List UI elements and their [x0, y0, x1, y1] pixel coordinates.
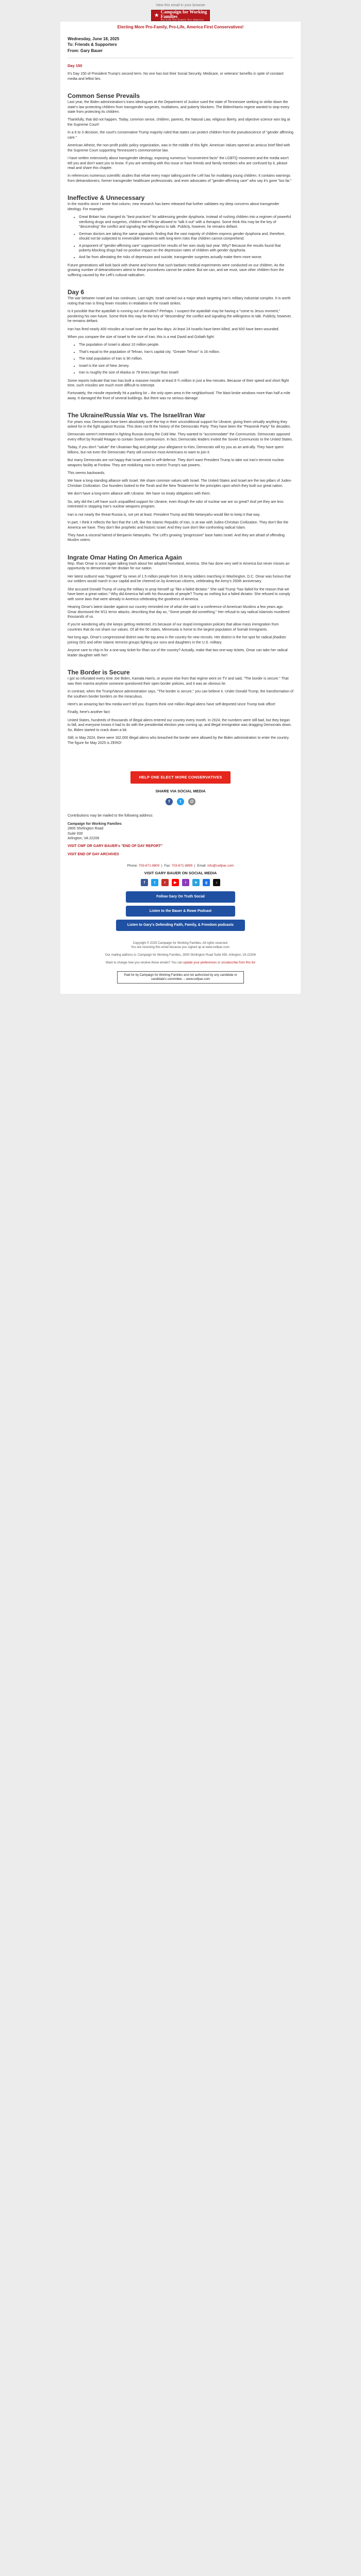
paragraph: For years now, Democrats have been absolutely over-the-top in their unconditional support for Ukraine, giving them virtually anything they asked for in the fight against Russia. This does not fit the history of the Democratic Party. They have been the "Peacenik Party" for decades.: [68, 420, 291, 429]
paragraph: Some reports indicate that Iran has built a massive missile at least 8 ¾ million in just a few minutes. Because of their speed and short flight time, such missiles are much more difficult to intercept.: [68, 379, 289, 388]
logo[interactable]: [151, 10, 210, 21]
paragraph: We have a long-standing alliance with Israel. We share common values with Israel. The United States and Israel are the two pillars of Judeo-Christian Civilization. Our founders looked to the Torah and the New Testament for the principles upon which they built our great nation.: [68, 479, 292, 488]
footer: [60, 761, 301, 931]
paragraph: In part, I think it reflects the fact that the Left, like the Islamic Republic of Iran, is at war with Judeo-Christian Civilization. They don't like the America we have. They don't like prophetic and historic Israel. And they sure don't like confronting radical Islam.: [68, 521, 289, 530]
copyright: Copyright © 2025 Campaign for Working Families, All rights reserved.: [133, 941, 228, 945]
facebook-icon[interactable]: f: [141, 879, 148, 886]
brand-bar: [60, 9, 301, 22]
bullet-list: [79, 215, 293, 260]
paid-for-notice: Paid for by Campaign for Working Families and not authorized by any candidate or candidate's committee. – www.cwfpac.com: [117, 971, 244, 984]
paragraph: This seems backwards.: [68, 471, 106, 476]
paragraph: Is it possible that the ayatollah is running out of missiles? Perhaps. I suspect the ayatollah may be having a "come to Jesus moment," pondering his own future. Some think this may be the key of "descending" the conflict and signaling the willingness to talk. Publicly, however, he remains defiant.: [68, 310, 292, 324]
paragraph: Democrats weren't interested in fighting Russia during the Cold War. They wanted to "accommodate" the Communists. Democrats opposed every effort by Ronald Reagan to contain Soviet communism. In fact, Democratic leaders invited the Soviet Communists to the United States.: [68, 433, 293, 442]
archives-link[interactable]: VISIT END OF DAY ARCHIVES: [68, 852, 119, 856]
section-heading: Common Sense Prevails: [68, 92, 140, 99]
paragraph: Future generations will look back with shame and horror that such barbaric medical experiments were conducted on our children. As the growing number of detransitioners attest to these procedures cannot be undone. But we can, and we must, save other children from the suffering caused by the Left's cultural radicalism.: [68, 263, 285, 277]
paragraph: If you're wondering why she keeps getting reelected, it's because of our stupid immigration policies that allow mass immigration from countries that do not share our values. Of all the 50 states, Minnesota is home to the largest population of Somali immigrants.: [68, 623, 279, 632]
tagline: Electing More Pro-Family, Pro-Life, America First Conservatives!: [117, 25, 244, 29]
faith-podcast-button[interactable]: Listen to Gary's Defending Faith, Family, & Freedom podcasts: [116, 920, 245, 930]
paragraph: I got so infuriated every time Joe Biden, Kamala Harris, or anyone else from that regime went on TV and said, "The border is secure." That was their mantra anytime someone questioned their open border policies, and it was an obvious lie.: [68, 677, 289, 686]
truth-social-button[interactable]: Follow Gary On Truth Social: [126, 891, 235, 902]
section-heading: Ineffective & Unnecessary: [68, 194, 145, 202]
podcast-button[interactable]: Listen to the Bauer & Rowe Podcast: [126, 906, 235, 917]
paragraph: Hearing Omar's latest slander against our country reminded me of what she said in a conference of American Muslims a few years ago. Omar dismissed the 9/11 terror attacks, describing that day as, "Some people did something." Her refusal to say radical Islamists murdered thousands of us.: [68, 605, 290, 619]
paragraph: But many Democrats are not happy that Israel acted in self-defense. They don't want President Trump to take out Iran's terrorist nuclear weapons facility at Fordow. They are mobilizing now to restrict Trump's war powers.: [68, 459, 284, 467]
email-label: Email:: [197, 864, 207, 868]
preferences-line: Want to change how you receive these emails? You can update your preferences or unsubscribe from this list: [106, 961, 255, 964]
paragraph: Fortunately, the missile reportedly hit a parking lot – the only open area in the neighborhood. The blast broke windows more than half a mile away. It damaged the front of several buildings. But there was no serious damage.: [68, 392, 290, 400]
paragraph: I have written extensively about transgender ideology, exposing numerous "inconvenient facts" the LGBTQ movement and the media won't tell you and don't want you to know. If you are wrestling with this issue or have friends and family members who are confused by it, please read and share this chapter.: [68, 157, 289, 170]
facebook-icon[interactable]: f: [166, 798, 173, 805]
bullet-list: [79, 343, 293, 375]
end-of-day-report-link[interactable]: VISIT CWF OR GARY BAUER's "END OF DAY REPORT": [68, 844, 163, 849]
address-line-3: Arlington, VA 22206: [68, 837, 100, 841]
email-body: [60, 33, 301, 761]
paragraph: The war between Israel and Iran continues. Last night, Israel carried out a major attack targeting Iran's military industrial complex. It is worth noting that Iran is firing fewer missiles in retaliation to the Israeli strikes.: [68, 297, 291, 306]
paragraph: Here's an amazing fact few media won't tell you: Experts think one million illegal aliens have self-deported since Trump took office!: [68, 702, 275, 706]
rumble-icon[interactable]: r: [161, 879, 169, 886]
email-sheet: [60, 9, 301, 994]
share-title: SHARE VIA SOCIAL MEDIA: [155, 789, 206, 794]
paragraph: So, why did the Left have such unqualified support for Ukraine, even though the odor of nuclear war are so great? And yet they are less interested in stopping Iran's nuclear weapons program.: [68, 500, 284, 509]
logo-sub: Pro-Life Pro-Family Pro-America: [160, 19, 204, 22]
org-name: Campaign for Working Families: [68, 822, 122, 826]
twitter-icon[interactable]: t: [177, 798, 184, 805]
email-link[interactable]: info@cwfpac.com: [207, 864, 234, 868]
view-in-browser-link[interactable]: View this email in your browser: [155, 4, 206, 7]
logo-line-2: Families: [160, 13, 178, 19]
meta-to: To: Friends & Supporters: [68, 42, 117, 47]
preferences-prefix: Want to change how you receive these emails?: [106, 961, 171, 964]
list-item: • The total population of Iran is 90 million.: [79, 357, 293, 361]
gettr-icon[interactable]: g: [203, 879, 210, 886]
meta-from: From: Gary Bauer: [68, 48, 103, 53]
paragraph: Not long ago, Omar's congressional district was the top area in the country for new recruits. Her district is the hot spot for radical jihadists joining ISIS and other Islamic terrorist groups fighting our sons and daughters in the U.S. military.: [68, 636, 286, 645]
preferences-or: or: [217, 961, 221, 964]
fax-label: Fax:: [164, 864, 171, 868]
list-item: • Great Britain has changed its "best practices" for addressing gender dysphoria. Instead of rushing children into a regimen of powerful sterilizing drugs and surgeries, children will first be allowed to "talk it out" with a therapist. Some think this may be the key of "descending" the conflict and signaling the willingness to talk. Publicly, however, he remains defiant.: [79, 215, 293, 229]
address-line-1: 2800 Shirlington Road: [68, 827, 104, 831]
section-heading: Ingrate Omar Hating On America Again: [68, 553, 182, 561]
instagram-icon[interactable]: i: [182, 879, 189, 886]
paragraph: In contrast, when the Trump/Vance administration says, "The border is secure," you can believe it. Under Donald Trump, the transformation of the southern border borders on the miraculous.: [68, 690, 293, 699]
paragraph: Rep. Ilhan Omar is once again talking trash about her adopted homeland, America. She has done very well in America but never misses an opportunity to demonstrate her disdain for our nation.: [68, 562, 290, 571]
star-icon: ★: [154, 12, 159, 19]
list-item: • And far from alleviating the risks of depression and suicide, transgender surgeries actually make them more worse.: [79, 255, 293, 260]
signup-reason: You are receiving this email because you signed up at www.cwfpac.com.: [130, 946, 231, 950]
paragraph: Anyone care to chip in for a one-way ticket for Ilhan out of the country? Actually, make that two one-way tickets. Omar can take her radical leader daughter with her!: [68, 649, 288, 657]
paragraph: Today, if you don't "salute" the Ukrainian flag and pledge your allegiance to Kiev, Democrats will try you as an anti-ally. They have spent billions, but not even the Democratic Party will convince most Americans to want to join it.: [68, 446, 284, 454]
section-heading: Day 6: [68, 289, 85, 296]
donate-button[interactable]: HELP ONE ELECT MORE CONSERVATIVES: [130, 771, 230, 784]
unsubscribe-link[interactable]: unsubscribe from this list: [221, 961, 255, 964]
list-item: • Israel is the size of New Jersey.: [79, 364, 293, 368]
paragraph: It's Day 150 of President Trump's second term. No one has lost their Social Security, Medicare, or veterans' benefits in spite of constant media and leftist lies.: [68, 72, 284, 81]
paragraph: In references numerous scientific studies that refute every major talking point the Left has for mutilating young children. It contains warnings from detransitioners, former transgender healthcare professionals, and even advocates of "gender-affirming care" who say it's gone "too far.": [68, 174, 292, 183]
list-item: • A proponent of "gender-affirming care" suppressed her results of her own study last year. Why? Because the results found that puberty-blocking drugs had no positive impact on the depression rates of children with gender dysphoria.: [79, 244, 293, 253]
youtube-icon[interactable]: ▶: [172, 879, 179, 886]
paragraph: They have a visceral hatred of Benjamin Netanyahu. The Left's growing "progressive" base hates Israel. And they are afraid of offending Muslim voters.: [68, 533, 285, 543]
paragraph: American Atheist, the non-profit public policy organization, was in the middle of this fight. American Values opened an amicus brief filed with the Supreme Court supporting Tennessee's commonsense law.: [68, 144, 290, 152]
section-heading: The Border is Secure: [68, 669, 130, 676]
contribution-note: Contributions may be mailed to the following address:: [68, 814, 154, 818]
mailing-address: [68, 814, 293, 857]
sections: [68, 63, 293, 756]
list-item: • That's equal to the population of Tehran, Iran's capital city. "Greater Tehran" is 16 million.: [79, 350, 293, 354]
paragraph: Iran has fired nearly 400 missiles at Israel over the past few days. At least 24 Israelis have been killed, and 600 have been wounded.: [68, 327, 280, 331]
list-item: • The population of Israel is about 10 million people.: [79, 343, 293, 347]
follow-title: VISIT GARY BAUER ON SOCIAL MEDIA: [144, 871, 217, 876]
twitter-icon[interactable]: t: [151, 879, 158, 886]
paragraph: Iran is not nearly the threat Russia is, not yet at least. President Trump and Bibi Netanyahu would like to keep it that way.: [68, 513, 260, 517]
mailing-info: Our mailing address is: Campaign for Working Families, 2800 Shirlington Road Suite 930, Arlington, VA 22206: [105, 953, 256, 957]
paragraph: She accused Donald Trump of using the military to prop himself up "like a failed dictator." She said Trump "has failed for the reason that we have been a great nation." Why did America fail with his thousands of people? Trump as nothing but a failed dictator. She refused to comply with some laws that were already in America celebrating the goodness of America.: [68, 587, 290, 601]
follow-icons: [68, 879, 293, 886]
logo-text: [161, 10, 207, 22]
legal-footer: [60, 934, 301, 972]
paragraph: In a 6 to 3 decision, the court's conservative Trump majority ruled that states can protect children from the pseudoscience of "gender affirming care.": [68, 131, 293, 140]
paragraph: Last year, the Biden administration's trans ideologues at the Department of Justice sued the state of Tennessee seeking to strike down the state's law protecting children from transgender surgeries, mutilations, and puberty blockers. The Biden/Harris regime wanted to stop every state from protecting its children.: [68, 100, 289, 114]
list-item: • German doctors are taking the same approach, finding that the vast majority of children express gender dysphoria and, therefore, should not be subjected to irreversible treatments with long-term risks that children cannot comprehend.: [79, 232, 293, 242]
section-heading: The Ukraine/Russia War vs. The Israel/Iran War: [68, 412, 206, 419]
address-line-2: Suite 930: [68, 832, 83, 836]
share-icons: [68, 798, 293, 805]
cta-wrap: [68, 771, 293, 784]
email-icon[interactable]: @: [188, 798, 195, 805]
fax-link[interactable]: 703-671-8899: [171, 864, 193, 868]
contact-row: Phone: 703-671-8800 | Fax: 703-671-8899 | Email: info@cwfpac.com: [127, 864, 234, 868]
paragraph: Finally, here's another fact:: [68, 710, 111, 715]
phone-link[interactable]: 703-671-8800: [138, 864, 160, 868]
meta-block: [68, 37, 293, 54]
paragraph: We don't have a long-term alliance with Ukraine. We have no treaty obligations with them.: [68, 492, 211, 496]
paragraph: Thankfully, that did not happen. Today, common sense, children, parents, the Natural Law, religious liberty, and objective science won big at the Supreme Court!: [68, 118, 290, 127]
tiktok-icon[interactable]: ♪: [213, 879, 220, 886]
update-preferences-link[interactable]: update your preferences: [183, 961, 217, 964]
paragraph: In the months since I wrote that column, new research has been released that further validates my deep concerns about transgender ideology. For example:: [68, 202, 280, 211]
section-heading: Day 150: [68, 63, 83, 68]
logo-line-1: Campaign for Working: [160, 9, 207, 14]
phone-label: Phone:: [127, 864, 138, 868]
view-in-browser: [0, 0, 361, 9]
telegram-icon[interactable]: ➤: [192, 879, 200, 886]
paragraph: Still, in May 2024, there were 162,000 illegal aliens who breached the border were allowed by the Biden administration to enter the country. The figure for May 2025 is ZERO!: [68, 736, 290, 745]
paragraph: Her latest outburst was "triggered" by news of 1.5 million people from 16 Army soldiers marching in Washington, D.C. Omar was furious that our soldiers would march in our capital and be cheered on by American citizens, celebrating the Army's 250th anniversary.: [68, 574, 291, 584]
meta-date: Wednesday, June 18, 2025: [68, 36, 120, 41]
list-item: • Iran is roughly the size of Alaska or 79 times larger than Israel!: [79, 370, 293, 375]
paragraph: United States, hundreds of thousands of illegal aliens entered our country every month. In 2024, the numbers were still bad, but they began to fall, and everyone knows it had to do with the presidential election year coming up, and illegal immigration was dragging Democrats down. So, Biden started to crack down a bit.: [68, 718, 292, 732]
paragraph: When you compare the size of Israel to the size of Iran, this is a real David and Goliath fight:: [68, 335, 215, 339]
